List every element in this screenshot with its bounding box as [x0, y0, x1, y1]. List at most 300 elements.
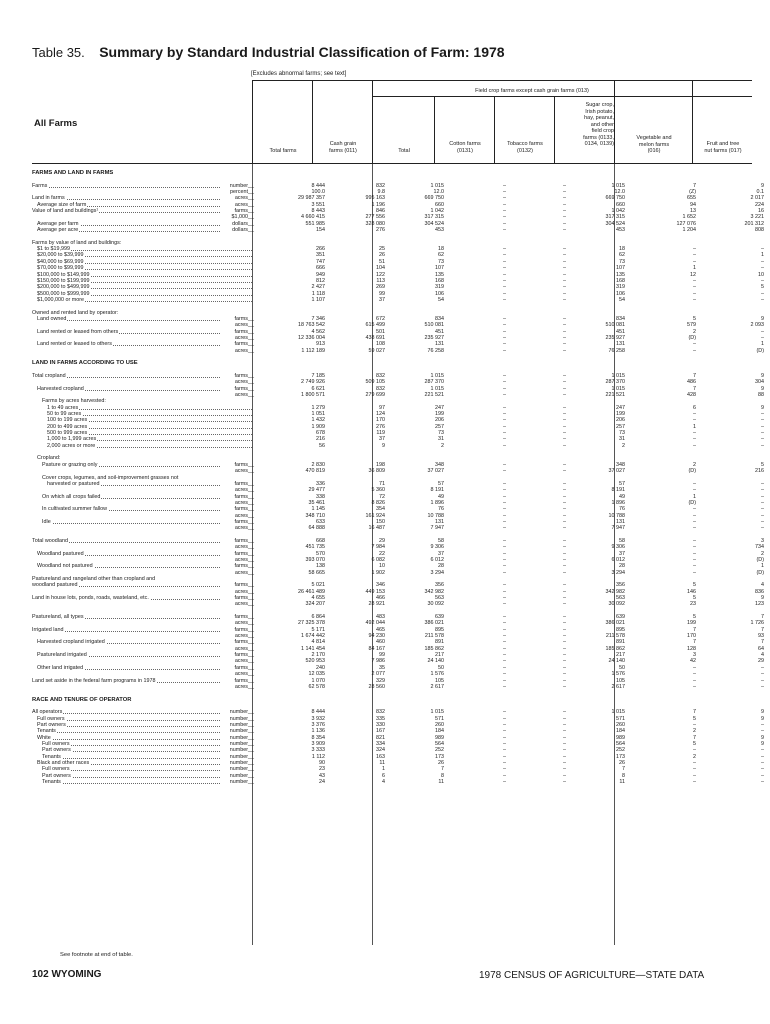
row-label: Land rented or leased to others: [37, 341, 112, 348]
table-cell: 5 360: [371, 487, 385, 494]
table-cell: –: [761, 480, 764, 487]
table-cell: (D): [688, 468, 696, 475]
table-cell: –: [693, 747, 696, 754]
table-cell: 571: [435, 715, 444, 722]
row-label: Land set aside in the federal farm programs in 1978: [32, 677, 156, 684]
row-unit: number__: [229, 759, 254, 766]
table-cell: –: [503, 709, 506, 716]
table-cell: 6: [382, 772, 385, 779]
row-label: Pastureland, all types: [32, 614, 84, 621]
table-cell: –: [503, 296, 506, 303]
table-cell: 304 524: [424, 220, 444, 227]
table-cell: –: [563, 569, 566, 576]
table-cell: –: [693, 480, 696, 487]
table-cell: –: [693, 258, 696, 265]
table-cell: 29 987 357: [298, 195, 325, 202]
table-cell: –: [503, 411, 506, 418]
table-cell: 29: [758, 658, 764, 665]
table-cell: –: [563, 740, 566, 747]
table-cell: –: [503, 671, 506, 678]
row-unit: number__: [229, 709, 254, 716]
header-top-rule: [252, 80, 752, 81]
table-cell: –: [503, 189, 506, 196]
table-cell: 104: [376, 265, 385, 272]
row-label: [32, 671, 33, 677]
table-cell: –: [563, 747, 566, 754]
table-title: [32, 44, 752, 62]
row-label: Other land irrigated: [37, 664, 84, 671]
table-cell: 989: [435, 734, 444, 741]
table-cell: 76 258: [608, 347, 625, 354]
table-cell: 2 077: [371, 671, 385, 678]
table-cell: 217: [435, 652, 444, 659]
table-cell: –: [503, 430, 506, 437]
table-cell: –: [693, 772, 696, 779]
table-cell: 1: [693, 493, 696, 500]
table-cell: 99: [379, 290, 385, 297]
table-cell: 1 145: [311, 506, 325, 513]
table-cell: 449 153: [365, 588, 385, 595]
table-cell: –: [503, 246, 506, 253]
table-cell: 7 185: [311, 373, 325, 379]
row-unit: acres__: [234, 569, 254, 576]
table-cell: 1: [761, 252, 764, 259]
table-cell: –: [503, 753, 506, 760]
table-cell: 1 800 571: [301, 392, 325, 399]
table-cell: –: [761, 664, 764, 671]
table-cell: –: [693, 550, 696, 557]
table-cell: –: [761, 753, 764, 760]
table-cell: 9: [761, 385, 764, 392]
table-cell: 356: [616, 582, 625, 589]
table-cell: 184: [435, 728, 444, 735]
table-cell: –: [761, 721, 764, 728]
table-cell: 342 982: [605, 588, 625, 595]
table-cell: 451 735: [305, 544, 325, 551]
table-cell: 734: [755, 544, 764, 551]
table-cell: 451: [616, 328, 625, 335]
table-cell: 28 921: [368, 601, 385, 608]
table-cell: 2 830: [311, 461, 325, 468]
table-cell: –: [761, 493, 764, 500]
table-cell: 58: [619, 537, 625, 544]
row-unit: number__: [229, 728, 254, 735]
table-cell: 50: [619, 664, 625, 671]
table-cell: 3 294: [611, 569, 625, 576]
table-cell: 3: [693, 652, 696, 659]
table-cell: 1 896: [611, 499, 625, 506]
table-cell: 105: [435, 677, 444, 684]
table-cell: 240: [316, 664, 325, 671]
table-cell: 615 499: [365, 322, 385, 329]
row-label: $40,000 to $69,999: [37, 258, 84, 265]
table-cell: 2 617: [430, 683, 444, 690]
table-cell: 891: [435, 639, 444, 646]
table-cell: –: [761, 506, 764, 513]
table-cell: 509 105: [365, 379, 385, 386]
row-label: Woodland not pastured: [37, 563, 93, 570]
table-cell: 128: [687, 645, 696, 652]
table-cell: 99: [379, 652, 385, 659]
table-cell: –: [503, 658, 506, 665]
table-cell: –: [503, 379, 506, 386]
table-cell: 16 487: [368, 525, 385, 532]
table-cell: 348: [435, 461, 444, 468]
table-cell: 1 015: [611, 182, 625, 189]
row-unit: acres__: [234, 671, 254, 678]
table-cell: 334: [376, 740, 385, 747]
table-cell: 324 207: [305, 601, 325, 608]
table-cell: –: [563, 322, 566, 329]
row-label: On which all crops failed: [42, 493, 101, 500]
table-cell: –: [563, 626, 566, 633]
row-unit: acres__: [234, 556, 254, 563]
row-label: [32, 500, 33, 506]
table-cell: –: [761, 417, 764, 424]
table-cell: –: [693, 563, 696, 570]
table-cell: 1 070: [311, 677, 325, 684]
table-cell: 7: [761, 626, 764, 633]
table-cell: –: [563, 328, 566, 335]
table-cell: 260: [616, 721, 625, 728]
table-cell: 1 107: [311, 296, 325, 303]
table-cell: 252: [435, 747, 444, 754]
table-cell: 9: [761, 373, 764, 379]
row-label: Irrigated land: [32, 626, 64, 633]
table-cell: –: [503, 639, 506, 646]
table-cell: 579: [687, 322, 696, 329]
table-cell: 12 336 004: [298, 334, 325, 341]
table-cell: –: [761, 411, 764, 418]
table-cell: 1 896: [430, 499, 444, 506]
row-label: Owned and rented land by operator:: [32, 309, 119, 316]
table-cell: –: [563, 284, 566, 291]
table-cell: 7: [622, 766, 625, 773]
row-unit: acres__: [234, 347, 254, 354]
table-cell: 510 081: [424, 322, 444, 329]
table-cell: –: [563, 334, 566, 341]
table-cell: 338: [316, 493, 325, 500]
table-cell: 2 427: [311, 284, 325, 291]
table-cell: 279 699: [365, 392, 385, 399]
table-cell: 324: [376, 747, 385, 754]
table-cell: 221 521: [605, 392, 625, 399]
table-cell: 669 750: [605, 195, 625, 202]
row-label: [32, 468, 33, 474]
table-cell: 8 826: [371, 499, 385, 506]
table-cell: 42: [690, 658, 696, 665]
row-label: In cultivated summer fallow: [42, 506, 108, 513]
table-cell: 221 521: [424, 392, 444, 399]
table-cell: 1 196: [371, 201, 385, 208]
table-cell: 10 788: [608, 512, 625, 519]
table-cell: 317 315: [424, 214, 444, 221]
table-cell: 199: [687, 620, 696, 627]
table-cell: –: [563, 487, 566, 494]
table-cell: 35: [379, 664, 385, 671]
table-cell: –: [693, 518, 696, 525]
table-cell: –: [503, 715, 506, 722]
table-cell: 73: [438, 258, 444, 265]
table-cell: (D): [756, 347, 764, 354]
table-cell: –: [693, 442, 696, 449]
table-cell: –: [761, 525, 764, 532]
table-cell: –: [563, 588, 566, 595]
table-cell: 88: [758, 392, 764, 399]
table-cell: 216: [755, 468, 764, 475]
table-cell: 119: [376, 430, 385, 437]
table-cell: –: [503, 512, 506, 519]
table-cell: –: [761, 772, 764, 779]
table-cell: –: [563, 544, 566, 551]
table-cell: 492 044: [365, 620, 385, 627]
table-cell: 895: [616, 626, 625, 633]
table-cell: 2 170: [311, 652, 325, 659]
table-cell: 170: [376, 417, 385, 424]
table-cell: 1 141 454: [301, 645, 325, 652]
table-cell: 173: [435, 753, 444, 760]
table-cell: 666: [316, 265, 325, 272]
table-cell: 1 726: [750, 620, 764, 627]
row-label: [32, 570, 33, 576]
table-cell: –: [693, 544, 696, 551]
table-cell: 73: [619, 258, 625, 265]
table-cell: –: [693, 252, 696, 259]
table-cell: 0.1: [756, 189, 764, 196]
row-unit: farms__: [234, 563, 254, 570]
column-divider: [434, 96, 435, 164]
row-unit: acres__: [234, 499, 254, 506]
row-label: 2,000 acres or more: [47, 442, 96, 449]
table-cell: 62 578: [308, 683, 325, 690]
table-cell: 1 204: [682, 227, 696, 234]
row-unit: farms__: [234, 461, 254, 468]
table-cell: –: [563, 779, 566, 785]
table-cell: –: [563, 601, 566, 608]
table-cell: 37: [379, 296, 385, 303]
table-cell: –: [761, 671, 764, 678]
table-cell: 217: [616, 652, 625, 659]
table-cell: 277 556: [365, 214, 385, 221]
table-cell: 5: [693, 582, 696, 589]
table-cell: 37: [438, 550, 444, 557]
stub-title: All Farms: [34, 118, 78, 129]
row-unit: farms__: [234, 639, 254, 646]
table-cell: –: [563, 258, 566, 265]
table-cell: 348 710: [305, 512, 325, 519]
table-cell: 1 042: [430, 208, 444, 215]
table-cell: 94 230: [368, 633, 385, 640]
table-cell: –: [563, 715, 566, 722]
table-cell: 4 660 415: [301, 214, 325, 221]
row-label: Average per acre: [37, 227, 79, 234]
title-text: Summary by Standard Industrial Classification of Farm: 1978: [99, 44, 505, 60]
row-label: 1 to 49 acres: [47, 404, 79, 411]
table-cell: –: [503, 569, 506, 576]
table-cell: 12 035: [308, 671, 325, 678]
row-label: 50 to 99 acres: [47, 411, 82, 418]
table-cell: –: [503, 341, 506, 348]
row-label: Full owners: [42, 766, 70, 773]
row-unit: farms__: [234, 664, 254, 671]
row-label: Woodland pastured: [37, 550, 84, 557]
row-unit: number__: [229, 747, 254, 754]
table-cell: –: [503, 195, 506, 202]
table-cell: –: [761, 728, 764, 735]
row-label: Pastureland and rangeland other than cropland and: [32, 576, 156, 582]
table-cell: –: [503, 582, 506, 589]
table-cell: 6 012: [611, 556, 625, 563]
table-cell: 3: [761, 537, 764, 544]
table-cell: –: [563, 411, 566, 418]
table-cell: 7: [693, 385, 696, 392]
table-cell: –: [693, 506, 696, 513]
table-cell: 330: [376, 721, 385, 728]
column-divider: [494, 96, 495, 164]
table-cell: –: [761, 436, 764, 443]
table-cell: 453: [616, 227, 625, 234]
table-cell: 1 051: [311, 411, 325, 418]
table-cell: 43: [319, 772, 325, 779]
table-cell: 8 443: [311, 208, 325, 215]
table-cell: –: [761, 430, 764, 437]
table-cell: 37: [379, 436, 385, 443]
table-cell: 127 076: [676, 220, 696, 227]
table-cell: –: [563, 315, 566, 322]
table-cell: –: [563, 709, 566, 716]
row-unit: acres__: [234, 658, 254, 665]
table-cell: –: [503, 468, 506, 475]
table-cell: 72: [379, 493, 385, 500]
table-cell: 26 461 489: [298, 588, 325, 595]
table-cell: 356: [435, 582, 444, 589]
row-unit: dollars__: [232, 227, 254, 234]
table-cell: 185 862: [605, 645, 625, 652]
table-cell: 235 927: [424, 334, 444, 341]
table-cell: –: [563, 639, 566, 646]
table-cell: 639: [616, 614, 625, 621]
table-cell: 9: [761, 595, 764, 602]
row-label: [32, 189, 33, 195]
table-cell: 1 136: [311, 728, 325, 735]
table-cell: 8 191: [430, 487, 444, 494]
table-cell: 269: [376, 284, 385, 291]
table-cell: –: [503, 595, 506, 602]
table-cell: 7 986: [371, 658, 385, 665]
row-label: Harvested cropland: [37, 385, 84, 392]
table-cell: 317 315: [605, 214, 625, 221]
row-unit: $1,000__: [231, 214, 254, 221]
table-cell: 9: [761, 715, 764, 722]
table-cell: 470 819: [305, 468, 325, 475]
table-cell: 1 112: [311, 753, 325, 760]
row-label: woodland pastured: [32, 582, 78, 589]
table-cell: 1: [761, 563, 764, 570]
row-label: [32, 335, 33, 341]
table-cell: –: [503, 506, 506, 513]
footnote: See footnote at end of table.: [60, 952, 133, 958]
column-divider: [312, 80, 313, 164]
table-cell: 7: [693, 373, 696, 379]
table-cell: (D): [756, 569, 764, 576]
table-cell: 1 015: [430, 709, 444, 716]
row-unit: number__: [229, 772, 254, 779]
table-cell: 76: [438, 506, 444, 513]
row-label: $100,000 to $149,999: [37, 271, 90, 278]
table-cell: 90: [319, 759, 325, 766]
table-cell: 122: [376, 271, 385, 278]
table-cell: 94: [690, 201, 696, 208]
table-cell: 342 982: [424, 588, 444, 595]
table-cell: 12.0: [614, 189, 625, 196]
table-cell: 2 017: [750, 195, 764, 202]
table-cell: –: [563, 373, 566, 379]
row-label: [32, 525, 33, 531]
row-unit: farms__: [234, 537, 254, 544]
table-cell: 7: [693, 709, 696, 716]
table-cell: 211 578: [605, 633, 625, 640]
table-cell: 135: [616, 271, 625, 278]
table-cell: –: [563, 493, 566, 500]
table-cell: 460: [376, 639, 385, 646]
table-cell: 173: [616, 753, 625, 760]
row-label: harvested or pastured: [47, 480, 100, 487]
table-cell: 8: [622, 772, 625, 779]
table-cell: –: [693, 569, 696, 576]
table-cell: –: [503, 728, 506, 735]
row-unit: acres__: [234, 392, 254, 399]
table-cell: –: [563, 614, 566, 621]
table-cell: 30 092: [427, 601, 444, 608]
row-unit: acres__: [234, 588, 254, 595]
table-cell: 1: [382, 766, 385, 773]
table-cell: –: [563, 265, 566, 272]
row-unit: acres__: [234, 512, 254, 519]
table-cell: –: [503, 779, 506, 785]
table-cell: –: [563, 499, 566, 506]
table-cell: –: [563, 734, 566, 741]
table-cell: 131: [435, 518, 444, 525]
row-label: Part owners: [42, 772, 71, 779]
table-cell: 1 432: [311, 417, 325, 424]
row-unit: acres__: [234, 645, 254, 652]
table-cell: 319: [616, 284, 625, 291]
row-unit: number__: [229, 779, 254, 785]
table-cell: 564: [616, 740, 625, 747]
table-cell: –: [563, 277, 566, 284]
table-cell: 5 021: [311, 582, 325, 589]
row-label: $1,000,000 or more: [37, 296, 85, 303]
table-cell: 260: [435, 721, 444, 728]
table-cell: 235 927: [605, 334, 625, 341]
table-cell: 9 306: [430, 544, 444, 551]
row-unit: acres__: [234, 525, 254, 532]
table-cell: –: [503, 614, 506, 621]
table-cell: 97: [379, 404, 385, 411]
table-cell: 836: [755, 588, 764, 595]
row-unit: acres__: [234, 487, 254, 494]
data-table-body: [32, 170, 764, 785]
table-number: Table 35.: [32, 45, 85, 60]
table-cell: 28: [438, 563, 444, 570]
table-cell: 30 092: [608, 601, 625, 608]
table-cell: 348: [616, 461, 625, 468]
row-label: Harvested cropland irrigated: [37, 639, 105, 646]
table-cell: –: [563, 537, 566, 544]
table-cell: 247: [435, 404, 444, 411]
table-cell: –: [563, 658, 566, 665]
table-cell: 206: [435, 417, 444, 424]
